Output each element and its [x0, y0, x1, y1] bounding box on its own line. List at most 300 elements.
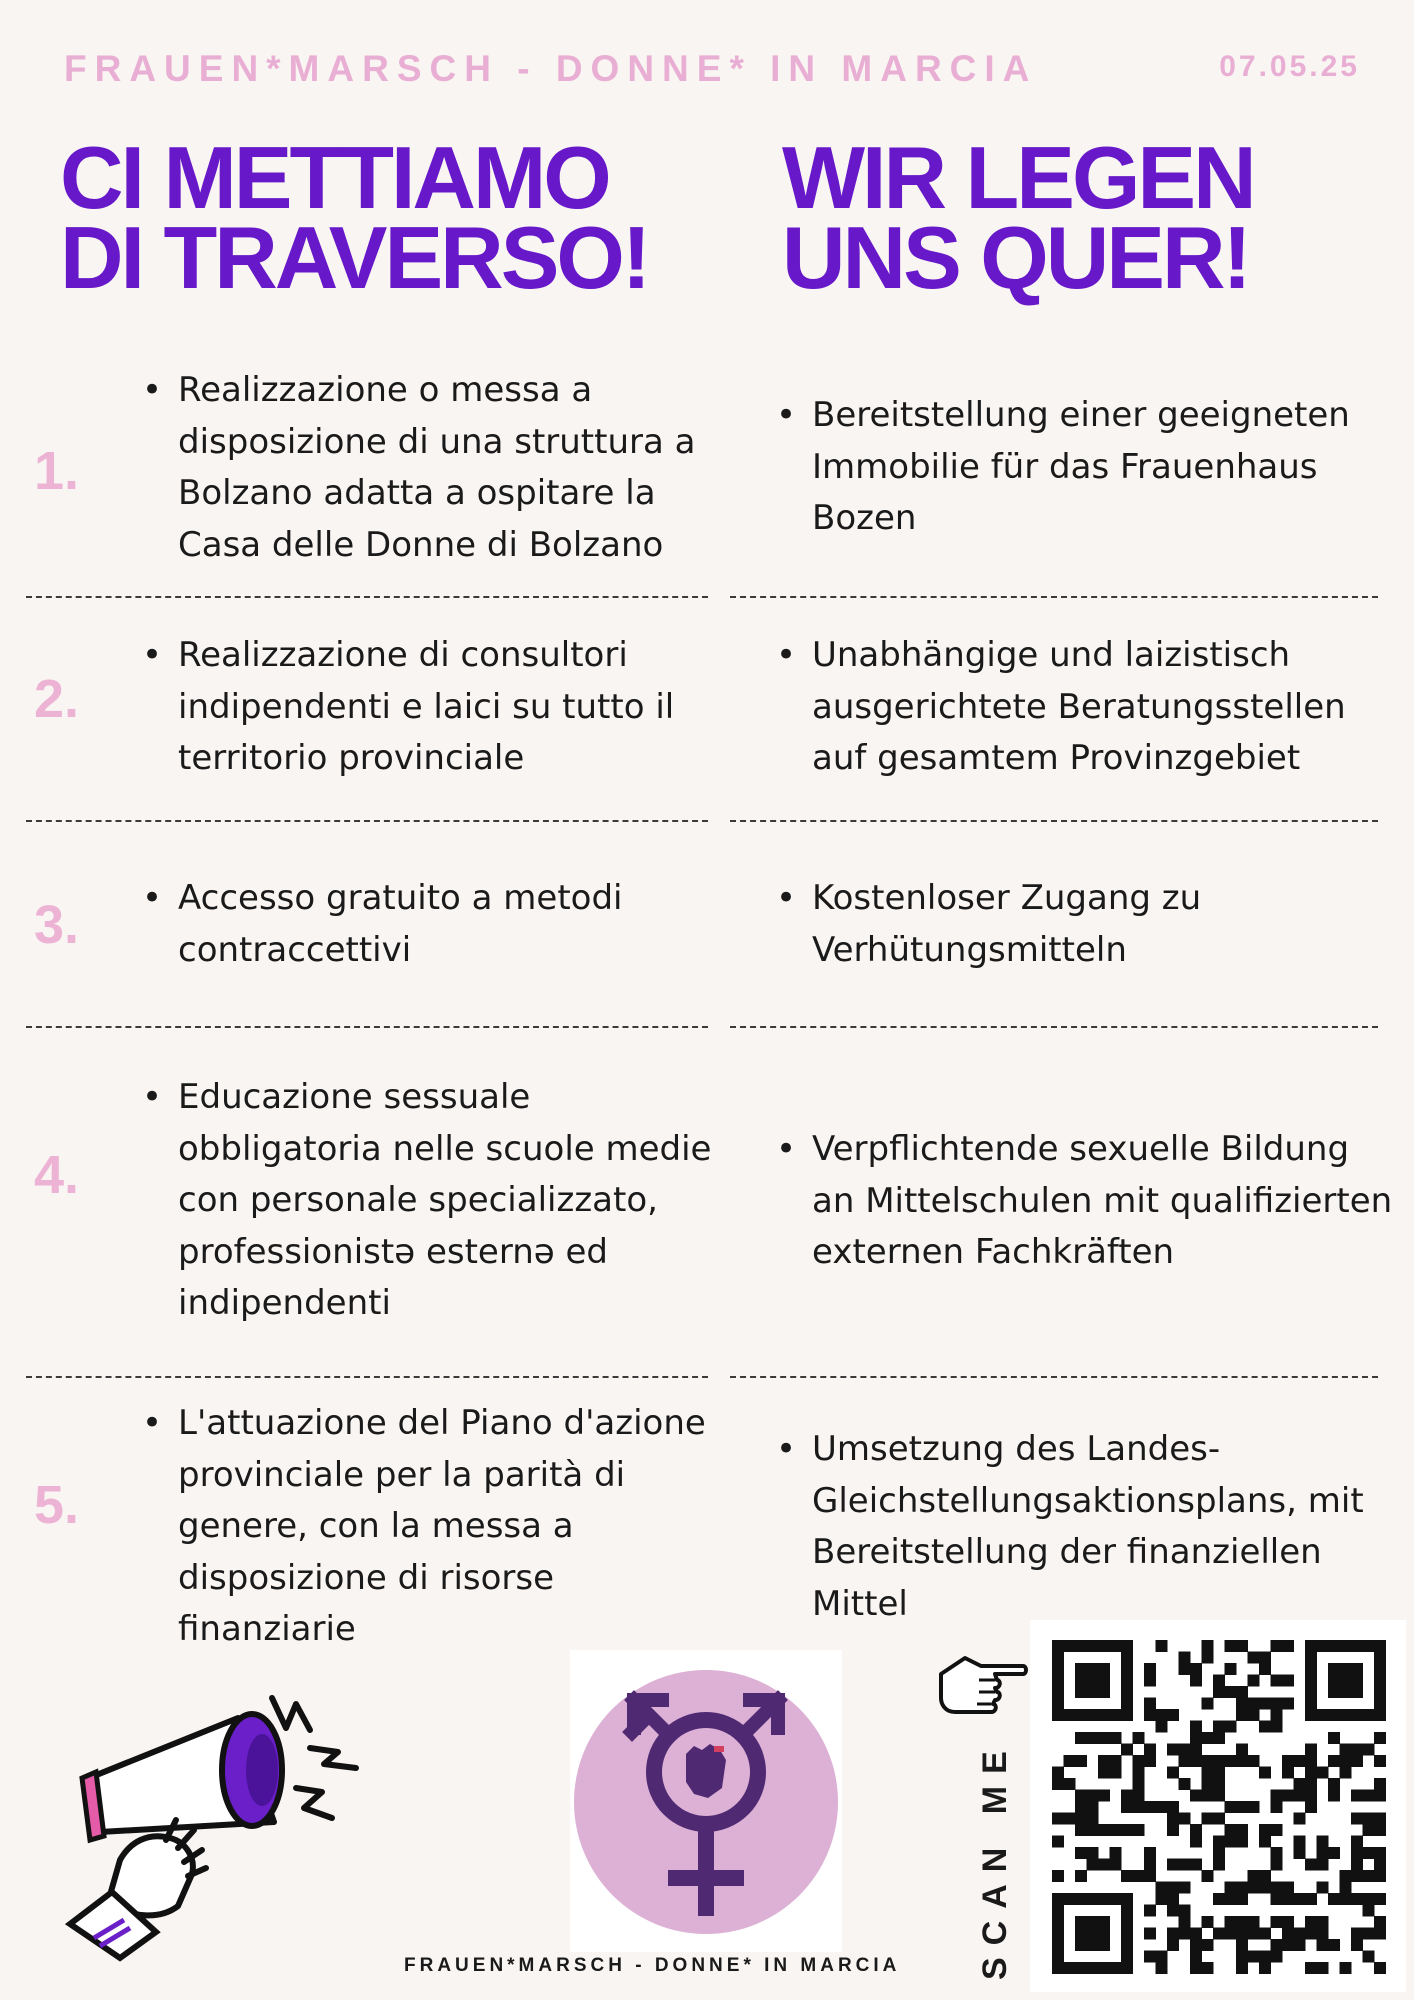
qr-module	[1271, 1721, 1283, 1733]
qr-module	[1052, 1939, 1064, 1951]
qr-module	[1305, 1652, 1317, 1664]
qr-module	[1236, 1640, 1248, 1652]
qr-module	[1340, 1893, 1352, 1905]
qr-module	[1098, 1893, 1110, 1905]
qr-module	[1202, 1732, 1214, 1744]
qr-module	[1098, 1640, 1110, 1652]
qr-module	[1213, 1836, 1225, 1848]
qr-module	[1098, 1709, 1110, 1721]
qr-module	[1236, 1709, 1248, 1721]
qr-module	[1179, 1813, 1191, 1825]
qr-module	[1098, 1686, 1110, 1698]
qr-module	[1351, 1640, 1363, 1652]
qr-module	[1248, 1870, 1260, 1882]
qr-module	[1213, 1859, 1225, 1871]
qr-module	[1121, 1709, 1133, 1721]
qr-module	[1374, 1652, 1386, 1664]
qr-module	[1052, 1709, 1064, 1721]
qr-module	[1110, 1640, 1122, 1652]
qr-module	[1363, 1905, 1375, 1917]
qr-module	[1121, 1663, 1133, 1675]
qr-module	[1374, 1870, 1386, 1882]
qr-module	[1259, 1882, 1271, 1894]
qr-module	[1052, 1905, 1064, 1917]
qr-module	[1144, 1663, 1156, 1675]
qr-module	[1087, 1801, 1099, 1813]
qr-module	[1052, 1767, 1064, 1779]
qr-module	[1121, 1801, 1133, 1813]
qr-module	[1075, 1893, 1087, 1905]
qr-container[interactable]	[1030, 1620, 1406, 1992]
qr-module	[1259, 1824, 1271, 1836]
qr-module	[1052, 1652, 1064, 1664]
qr-module	[1098, 1767, 1110, 1779]
headline-de-line2: UNS QUER!	[782, 208, 1249, 307]
qr-module	[1271, 1640, 1283, 1652]
qr-module	[1202, 1640, 1214, 1652]
qr-module	[1110, 1847, 1122, 1859]
qr-module	[1363, 1709, 1375, 1721]
logo-container	[570, 1650, 842, 1952]
qr-module	[1202, 1813, 1214, 1825]
qr-module	[1305, 1698, 1317, 1710]
qr-module	[1190, 1824, 1202, 1836]
qr-module	[1087, 1916, 1099, 1928]
qr-module	[1236, 1951, 1248, 1963]
scan-me-label: SCAN ME	[976, 1739, 1014, 1980]
qr-module	[1236, 1916, 1248, 1928]
qr-module	[1328, 1675, 1340, 1687]
qr-module	[1374, 1928, 1386, 1940]
qr-module	[1374, 1709, 1386, 1721]
qr-module	[1075, 1939, 1087, 1951]
qr-module	[1190, 1836, 1202, 1848]
qr-module	[1248, 1916, 1260, 1928]
qr-module	[1328, 1847, 1340, 1859]
qr-module	[1351, 1755, 1363, 1767]
qr-module	[1374, 1824, 1386, 1836]
qr-module	[1225, 1916, 1237, 1928]
qr-module	[1374, 1686, 1386, 1698]
qr-module	[1156, 1709, 1168, 1721]
qr-module	[1282, 1698, 1294, 1710]
qr-module	[1202, 1698, 1214, 1710]
qr-module	[1317, 1882, 1329, 1894]
qr-module	[1328, 1640, 1340, 1652]
qr-module	[1202, 1767, 1214, 1779]
qr-module	[1236, 1698, 1248, 1710]
qr-module	[1374, 1675, 1386, 1687]
qr-module	[1121, 1870, 1133, 1882]
qr-module	[1328, 1755, 1340, 1767]
qr-module	[1098, 1824, 1110, 1836]
qr-module	[1179, 1928, 1191, 1940]
demand-5-italian: • L'attuazione del Piano d'azione provinciale per la parità di genere, con la messa a disposizione di risorse finanziarie	[142, 1403, 706, 1649]
qr-module	[1087, 1790, 1099, 1802]
qr-module	[1167, 1882, 1179, 1894]
qr-module	[1236, 1939, 1248, 1951]
qr-module	[1121, 1939, 1133, 1951]
qr-module	[1075, 1847, 1087, 1859]
qr-module	[1305, 1778, 1317, 1790]
qr-module	[1052, 1686, 1064, 1698]
qr-module	[1213, 1721, 1225, 1733]
qr-module	[1225, 1755, 1237, 1767]
qr-module	[1190, 1939, 1202, 1951]
qr-module	[1075, 1790, 1087, 1802]
qr-module	[1052, 1870, 1064, 1882]
qr-module	[1052, 1663, 1064, 1675]
qr-module	[1271, 1790, 1283, 1802]
qr-module	[1248, 1652, 1260, 1664]
qr-module	[1144, 1928, 1156, 1940]
qr-module	[1052, 1675, 1064, 1687]
qr-module	[1340, 1663, 1352, 1675]
qr-module	[1098, 1732, 1110, 1744]
qr-module	[1098, 1790, 1110, 1802]
qr-module	[1144, 1755, 1156, 1767]
demand-3-it-text: Accesso gratuito a metodi contraccettivi	[178, 878, 623, 970]
qr-module	[1282, 1640, 1294, 1652]
qr-module	[1179, 1663, 1191, 1675]
qr-module	[1121, 1698, 1133, 1710]
qr-module	[1190, 1951, 1202, 1963]
qr-module	[1363, 1640, 1375, 1652]
qr-module	[1202, 1962, 1214, 1974]
qr-module	[1144, 1870, 1156, 1882]
qr-module	[1167, 1893, 1179, 1905]
qr-module	[1098, 1928, 1110, 1940]
divider-1-left	[26, 596, 708, 598]
qr-module	[1110, 1859, 1122, 1871]
qr-module	[1167, 1824, 1179, 1836]
qr-module	[1087, 1663, 1099, 1675]
qr-module	[1213, 1778, 1225, 1790]
qr-module	[1236, 1755, 1248, 1767]
qr-module	[1133, 1790, 1145, 1802]
qr-module	[1248, 1801, 1260, 1813]
demand-number-5: 5.	[34, 1475, 80, 1535]
qr-module	[1133, 1778, 1145, 1790]
header-date: 07.05.25	[1219, 50, 1360, 83]
qr-module	[1167, 1767, 1179, 1779]
qr-module	[1236, 1882, 1248, 1894]
qr-module	[1190, 1859, 1202, 1871]
divider-4-left	[26, 1376, 708, 1378]
demand-2-german: • Unabhängige und laizistisch ausgerichtete Beratungsstellen auf gesamtem Provinzgebiet	[776, 635, 1346, 778]
divider-3-right	[730, 1026, 1378, 1028]
demand-1-de-text: Bereitstellung einer geeigneten Immobilie für das Frauenhaus Bozen	[812, 395, 1350, 538]
qr-module	[1271, 1675, 1283, 1687]
qr-module	[1190, 1663, 1202, 1675]
qr-module	[1374, 1640, 1386, 1652]
qr-module	[1271, 1882, 1283, 1894]
qr-module	[1317, 1847, 1329, 1859]
qr-module	[1133, 1767, 1145, 1779]
qr-module	[1259, 1836, 1271, 1848]
qr-module	[1052, 1778, 1064, 1790]
demand-2-it-text: Realizzazione di consultori indipendenti e laici su tutto il territorio provinciale	[178, 635, 675, 778]
qr-module	[1271, 1824, 1283, 1836]
header-title: FRAUEN*MARSCH - DONNE* IN MARCIA	[64, 48, 1038, 89]
qr-module	[1317, 1859, 1329, 1871]
qr-module	[1340, 1709, 1352, 1721]
qr-module	[1087, 1675, 1099, 1687]
qr-module	[1121, 1951, 1133, 1963]
qr-module	[1305, 1640, 1317, 1652]
qr-module	[1179, 1755, 1191, 1767]
qr-module	[1064, 1893, 1076, 1905]
qr-module	[1374, 1813, 1386, 1825]
qr-module	[1190, 1755, 1202, 1767]
qr-module	[1075, 1813, 1087, 1825]
qr-module	[1317, 1640, 1329, 1652]
qr-module	[1225, 1721, 1237, 1733]
qr-module	[1363, 1824, 1375, 1836]
qr-module	[1110, 1824, 1122, 1836]
headline-italian	[60, 128, 649, 307]
qr-module	[1110, 1709, 1122, 1721]
footer-name: FRAUEN*MARSCH - DONNE* IN MARCIA	[404, 1955, 901, 1976]
qr-module	[1075, 1755, 1087, 1767]
qr-module	[1121, 1640, 1133, 1652]
qr-module	[1144, 1675, 1156, 1687]
demand-4-de-text: Verpflichtende sexuelle Bildung an Mittelschulen mit qualifizierten externen Fachkräften	[812, 1129, 1393, 1272]
qr-module	[1179, 1778, 1191, 1790]
qr-module	[1363, 1928, 1375, 1940]
qr-module	[1144, 1847, 1156, 1859]
headline-it-line2: DI TRAVERSO!	[60, 208, 649, 307]
qr-module	[1236, 1962, 1248, 1974]
qr-module	[1282, 1928, 1294, 1940]
qr-module	[1052, 1698, 1064, 1710]
qr-module	[1144, 1709, 1156, 1721]
qr-module	[1075, 1962, 1087, 1974]
qr-module	[1075, 1663, 1087, 1675]
qr-module	[1259, 1652, 1271, 1664]
qr-module	[1167, 1859, 1179, 1871]
qr-module	[1351, 1893, 1363, 1905]
qr-module	[1213, 1790, 1225, 1802]
demand-number-3: 3.	[34, 895, 80, 955]
qr-module	[1259, 1663, 1271, 1675]
qr-module	[1156, 1640, 1168, 1652]
qr-module	[1087, 1928, 1099, 1940]
qr-module	[1248, 1928, 1260, 1940]
qr-module	[1351, 1686, 1363, 1698]
qr-module	[1351, 1675, 1363, 1687]
qr-module	[1248, 1698, 1260, 1710]
qr-module	[1328, 1709, 1340, 1721]
qr-module	[1064, 1813, 1076, 1825]
qr-module	[1213, 1893, 1225, 1905]
qr-module	[1213, 1928, 1225, 1940]
qr-module	[1179, 1859, 1191, 1871]
qr-module	[1363, 1870, 1375, 1882]
qr-module	[1317, 1709, 1329, 1721]
qr-module	[1259, 1870, 1271, 1882]
qr-module	[1121, 1652, 1133, 1664]
qr-module	[1156, 1721, 1168, 1733]
headline-german	[782, 128, 1254, 307]
qr-module	[1294, 1928, 1306, 1940]
qr-module	[1075, 1801, 1087, 1813]
qr-module	[1179, 1652, 1191, 1664]
qr-module	[1305, 1962, 1317, 1974]
megaphone-icon	[60, 1670, 400, 1970]
qr-module	[1121, 1675, 1133, 1687]
qr-module	[1340, 1870, 1352, 1882]
qr-module	[1121, 1905, 1133, 1917]
qr-module	[1064, 1962, 1076, 1974]
headline-de-line1: WIR LEGEN	[782, 128, 1254, 227]
qr-module	[1167, 1709, 1179, 1721]
qr-module	[1167, 1928, 1179, 1940]
demand-2-de-text: Unabhängige und laizistisch ausgerichtete Beratungsstellen auf gesamtem Provinzgebiet	[812, 635, 1346, 778]
qr-module	[1213, 1732, 1225, 1744]
qr-module	[1305, 1663, 1317, 1675]
qr-module	[1294, 1836, 1306, 1848]
qr-module	[1259, 1698, 1271, 1710]
qr-module	[1110, 1893, 1122, 1905]
qr-module	[1133, 1801, 1145, 1813]
qr-module	[1305, 1790, 1317, 1802]
qr-module	[1098, 1675, 1110, 1687]
qr-module	[1075, 1732, 1087, 1744]
qr-module	[1098, 1663, 1110, 1675]
qr-module	[1305, 1928, 1317, 1940]
qr-module	[1190, 1962, 1202, 1974]
qr-module	[1133, 1870, 1145, 1882]
qr-module	[1340, 1686, 1352, 1698]
qr-module	[1282, 1916, 1294, 1928]
qr-module	[1213, 1686, 1225, 1698]
qr-module	[1213, 1755, 1225, 1767]
qr-module	[1282, 1882, 1294, 1894]
qr-module	[1374, 1847, 1386, 1859]
qr-module	[1087, 1813, 1099, 1825]
qr-module	[1202, 1755, 1214, 1767]
qr-module	[1236, 1928, 1248, 1940]
qr-module	[1167, 1744, 1179, 1756]
qr-module	[1133, 1755, 1145, 1767]
qr-module	[1374, 1698, 1386, 1710]
qr-module	[1317, 1928, 1329, 1940]
demand-5-german: • Umsetzung des Landes-Gleichstellungsaktionsplans, mit Bereitstellung der finanziellen Mittel	[776, 1429, 1364, 1624]
qr-module	[1317, 1939, 1329, 1951]
qr-module	[1282, 1675, 1294, 1687]
qr-module	[1190, 1928, 1202, 1940]
qr-module	[1087, 1847, 1099, 1859]
qr-module	[1087, 1859, 1099, 1871]
qr-module	[1351, 1859, 1363, 1871]
qr-module	[1144, 1859, 1156, 1871]
qr-module	[1340, 1755, 1352, 1767]
qr-module	[1248, 1951, 1260, 1963]
qr-module	[1317, 1962, 1329, 1974]
qr-module	[1179, 1882, 1191, 1894]
qr-module	[1098, 1916, 1110, 1928]
demand-4-german: • Verpflichtende sexuelle Bildung an Mittelschulen mit qualifizierten externen Fachkräften	[776, 1129, 1393, 1272]
qr-module	[1294, 1939, 1306, 1951]
qr-module	[1213, 1767, 1225, 1779]
qr-module	[1236, 1836, 1248, 1848]
qr-module	[1225, 1640, 1237, 1652]
qr-module	[1259, 1721, 1271, 1733]
qr-module	[1271, 1939, 1283, 1951]
qr-module	[1374, 1916, 1386, 1928]
divider-4-right	[730, 1376, 1378, 1378]
qr-module	[1340, 1767, 1352, 1779]
qr-module	[1144, 1744, 1156, 1756]
demand-1-italian: • Realizzazione o messa a disposizione di una struttura a Bolzano adatta a ospitare la Casa delle Donne di Bolzano	[142, 370, 696, 565]
qr-module	[1294, 1755, 1306, 1767]
qr-code[interactable]	[1030, 1620, 1406, 1992]
qr-module	[1156, 1893, 1168, 1905]
divider-1-right	[730, 596, 1378, 598]
qr-module	[1190, 1732, 1202, 1744]
qr-module	[1144, 1905, 1156, 1917]
qr-module	[1075, 1686, 1087, 1698]
qr-module	[1087, 1640, 1099, 1652]
qr-module	[1110, 1755, 1122, 1767]
qr-module	[1064, 1778, 1076, 1790]
qr-module	[1259, 1767, 1271, 1779]
qr-module	[1328, 1939, 1340, 1951]
qr-module	[1305, 1893, 1317, 1905]
qr-module	[1374, 1663, 1386, 1675]
qr-module	[1098, 1859, 1110, 1871]
qr-module	[1374, 1790, 1386, 1802]
qr-module	[1271, 1893, 1283, 1905]
qr-module	[1190, 1790, 1202, 1802]
qr-module	[1271, 1951, 1283, 1963]
qr-module	[1190, 1675, 1202, 1687]
qr-module	[1305, 1675, 1317, 1687]
qr-module	[1225, 1928, 1237, 1940]
qr-module	[1087, 1962, 1099, 1974]
demand-4-italian: • Educazione sessuale obbligatoria nelle scuole medie con personale specializzato, professionistə esternə ed indipendenti	[142, 1077, 712, 1323]
qr-module	[1363, 1813, 1375, 1825]
qr-module	[1075, 1640, 1087, 1652]
qr-module	[1202, 1778, 1214, 1790]
qr-module	[1374, 1778, 1386, 1790]
qr-module	[1282, 1755, 1294, 1767]
qr-module	[1167, 1813, 1179, 1825]
qr-module	[1363, 1790, 1375, 1802]
qr-module	[1294, 1813, 1306, 1825]
qr-module	[1305, 1801, 1317, 1813]
qr-module	[1110, 1732, 1122, 1744]
demand-5-it-text: L'attuazione del Piano d'azione provinciale per la parità di genere, con la messa a disposizione di risorse finanziarie	[178, 1403, 706, 1649]
qr-module	[1202, 1790, 1214, 1802]
feminist-symbol-logo	[570, 1650, 842, 1952]
qr-module	[1248, 1675, 1260, 1687]
qr-module	[1098, 1939, 1110, 1951]
qr-module	[1374, 1732, 1386, 1744]
qr-module	[1294, 1847, 1306, 1859]
qr-module	[1248, 1882, 1260, 1894]
qr-module	[1351, 1847, 1363, 1859]
qr-module	[1225, 1882, 1237, 1894]
qr-module	[1340, 1962, 1352, 1974]
qr-module	[1351, 1928, 1363, 1940]
qr-module	[1351, 1663, 1363, 1675]
headline-it-line1: CI METTIAMO	[60, 128, 609, 227]
demand-4-it-text: Educazione sessuale obbligatoria nelle scuole medie con personale specializzato, professionistə esternə ed indipendenti	[178, 1077, 712, 1323]
qr-module	[1363, 1893, 1375, 1905]
qr-module	[1156, 1882, 1168, 1894]
